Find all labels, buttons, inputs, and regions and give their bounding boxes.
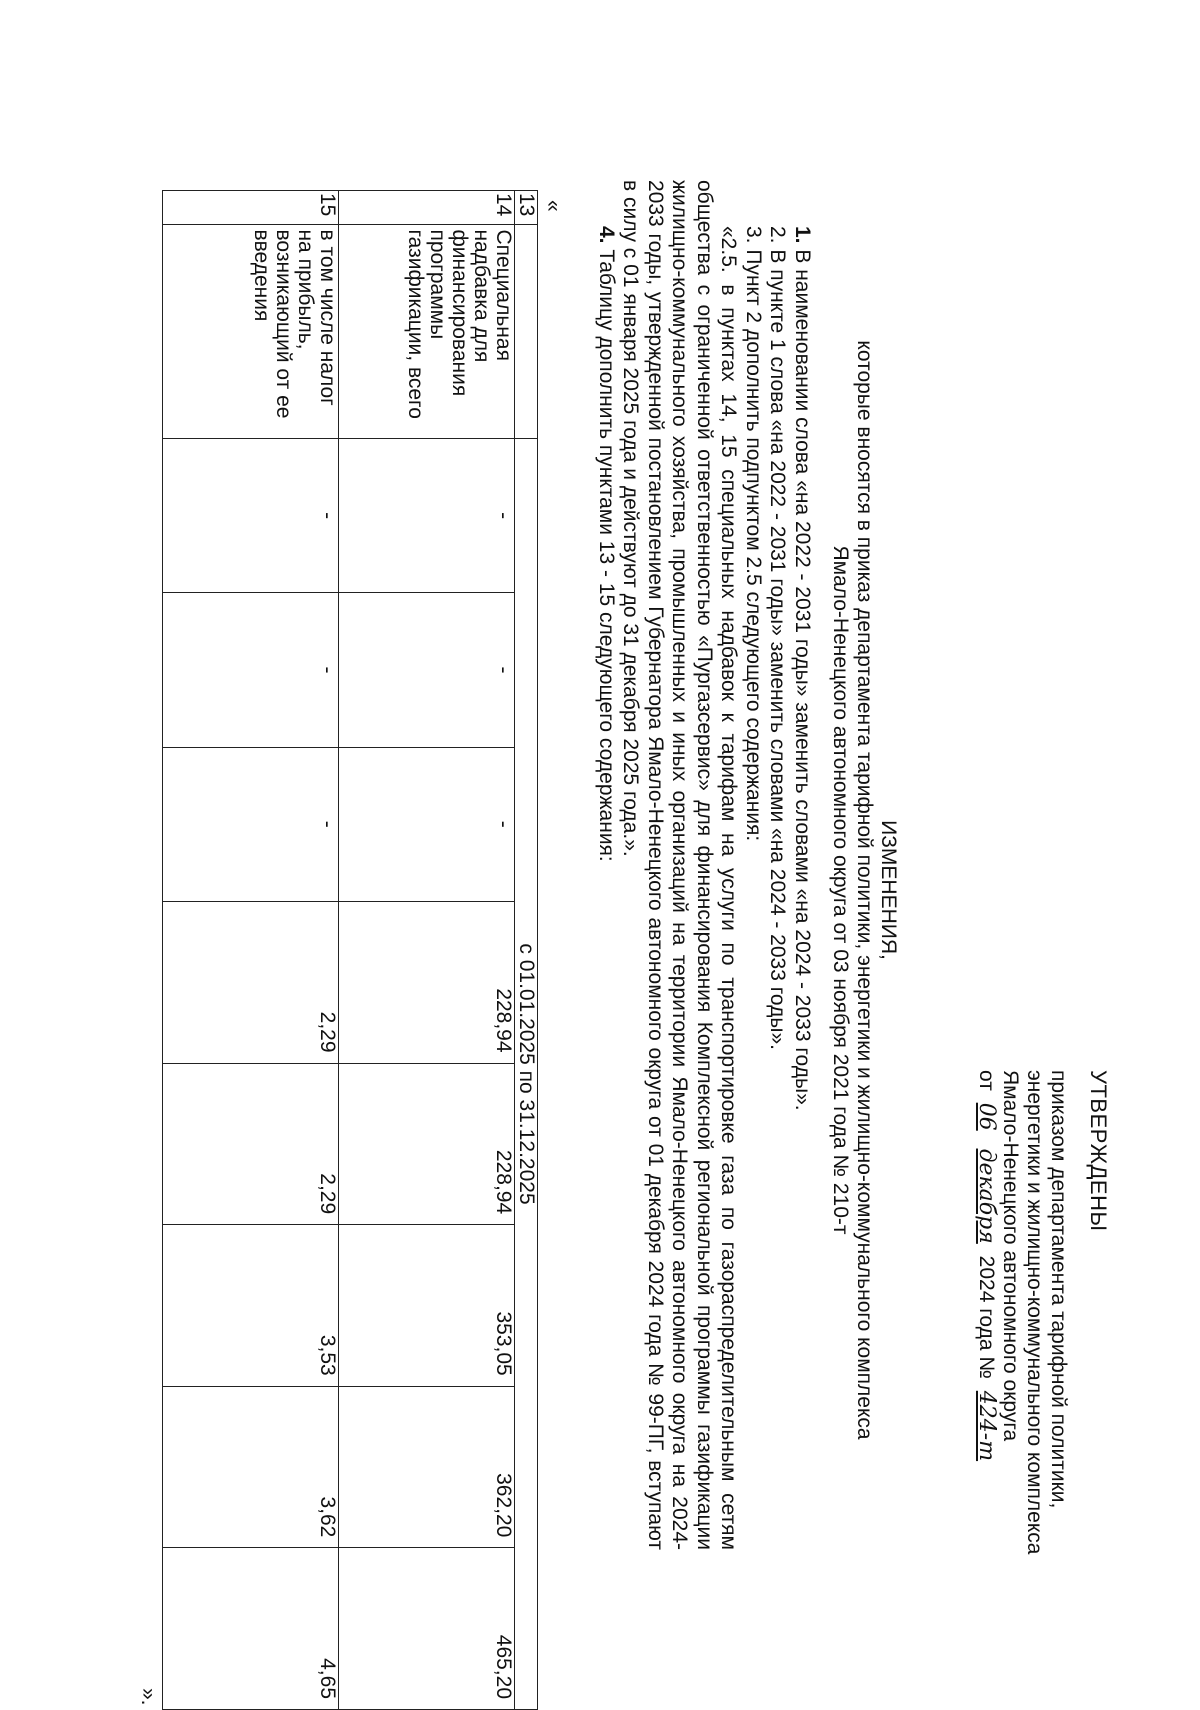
table-cell: - <box>163 593 339 747</box>
approval-line: Ямало-Ненецкого автономного округа <box>999 1070 1022 1442</box>
table-row <box>163 191 339 1710</box>
table-row <box>515 191 538 1710</box>
table-cell: 228,94 <box>339 901 515 1063</box>
quote-open: « <box>542 200 565 212</box>
table-cell: 2,29 <box>163 901 339 1063</box>
amendment-item: 1. В наименовании слова «на 2022 - 2031 годы» заменить словами «на 2024 - 2033 годы». <box>791 226 814 1111</box>
table-cell: 3,53 <box>163 1225 339 1387</box>
table-row <box>339 191 515 1710</box>
table-cell: 2,29 <box>163 1063 339 1225</box>
table-cell: - <box>163 439 339 593</box>
table-cell: - <box>163 747 339 901</box>
table-cell: 362,20 <box>339 1386 515 1548</box>
table-cell: - <box>339 593 515 747</box>
order-number: 424-т <box>974 1390 999 1462</box>
table-cell: 353,05 <box>339 1225 515 1387</box>
approval-line: энергетики и жилищно-коммунального комплекса <box>1023 1070 1046 1555</box>
row-number: 14 <box>339 191 515 225</box>
table-cell: - <box>339 747 515 901</box>
quote-close: ». <box>137 1688 160 1706</box>
amendment-item: «2.5. в пунктах 14, 15 специальных надбавок к тарифам на услуги по транспортировке газа по газораспределительным сетям общества с ограниченной ответственностью «Пургазсервис» для финансирования Комплексной региональной программы газификации жилищно-коммунального хозяйства, промышленных и иных организаций на территории Ямало-Ненецкого автономного округа на 2024-2033 годы, утвержденной постановлением Губернатора Ямало-Ненецкого автономного округа от 01 декабря 2024 года № 99-ПГ, вступают в силу с 01 января 2025 года и действуют до 31 декабря 2025 года.». <box>619 180 741 1550</box>
period-cell: с 01.01.2025 по 31.12.2025 <box>515 439 538 1710</box>
title-heading: ИЗМЕНЕНИЯ, <box>877 820 900 960</box>
amendment-item: 3. Пункт 2 дополнить подпунктом 2.5 следующего содержания: <box>742 226 765 842</box>
approval-date <box>974 1070 998 1554</box>
table-cell: 3,62 <box>163 1386 339 1548</box>
amendment-item: 4. Таблицу дополнить пунктами 13 - 15 следующего содержания: <box>595 226 618 862</box>
row-label: в том числе налог на прибыль, возникающий от ее введения <box>163 225 339 439</box>
row-number: 15 <box>163 191 339 225</box>
row-label <box>515 225 538 439</box>
approval-line: приказом департамента тарифной политики, <box>1047 1070 1070 1509</box>
table-cell: 465,20 <box>339 1548 515 1710</box>
approval-heading: УТВЕРЖДЕНЫ <box>1086 1070 1111 1232</box>
table-cell: 228,94 <box>339 1063 515 1225</box>
document-title <box>828 180 900 1600</box>
date-day: 06 <box>974 1102 999 1131</box>
date-year: 2024 года № <box>975 1255 998 1379</box>
title-line: Ямало-Ненецкого автономного округа от 03 ноября 2021 года № 210-т <box>829 545 852 1235</box>
amendment-list <box>594 180 815 1550</box>
row-number: 13 <box>515 191 538 225</box>
date-month: декабря <box>974 1148 999 1244</box>
amendment-item: 2. В пункте 1 слова «на 2022 - 2031 годы» заменить словами «на 2024 - 2033 годы». <box>766 226 790 1051</box>
tariff-table <box>162 190 538 1710</box>
approval-stamp <box>974 1070 1110 1554</box>
title-line: которые вносятся в приказ департамента тарифной политики, энергетики и жилищно-коммунального комплекса <box>853 340 876 1440</box>
row-label: Специальная надбавка для финансирования программы газификации, всего <box>339 225 515 439</box>
date-prefix: от <box>975 1070 998 1091</box>
table-cell: - <box>339 439 515 593</box>
table-cell: 4,65 <box>163 1548 339 1710</box>
